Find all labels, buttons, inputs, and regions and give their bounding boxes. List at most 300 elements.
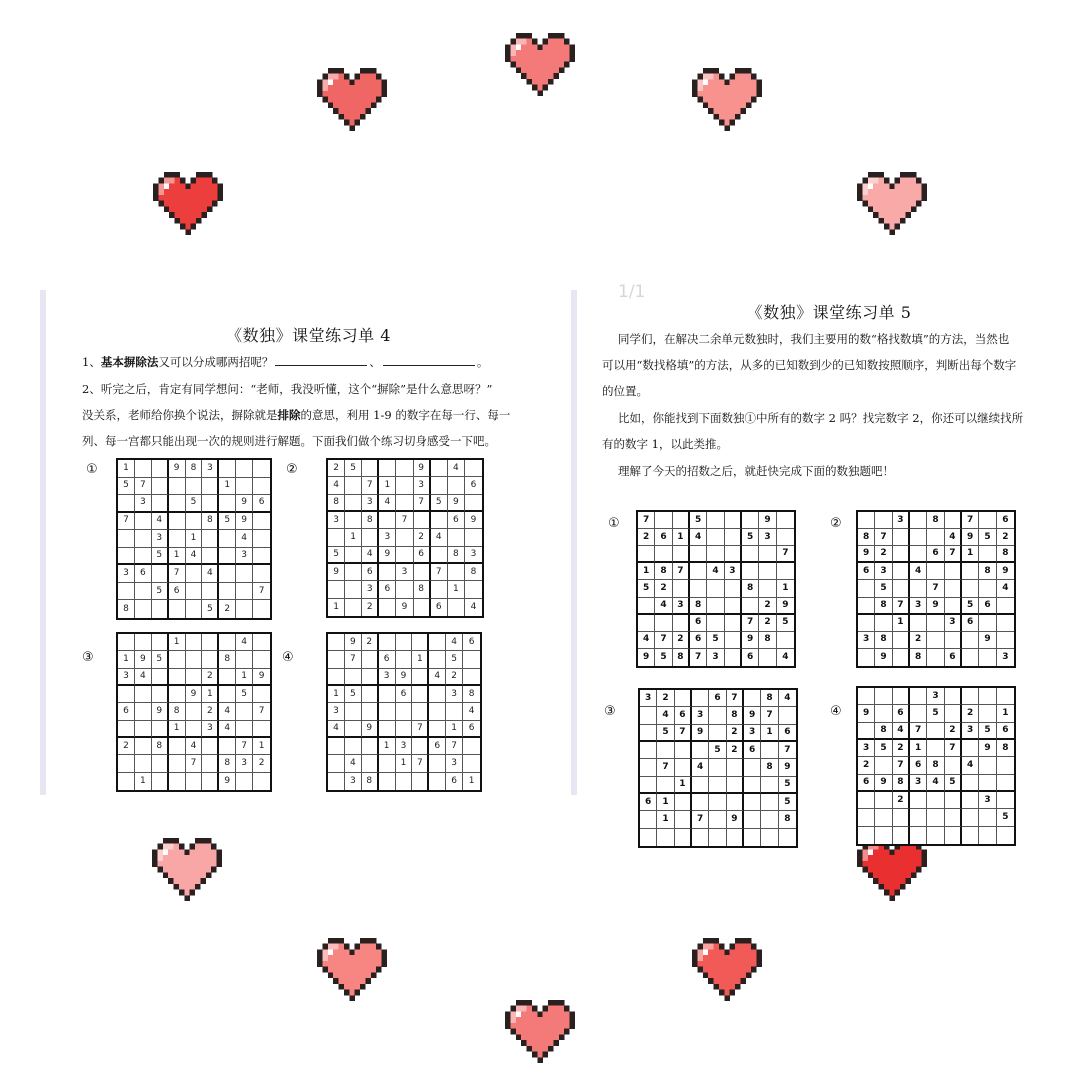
sudoku-cell[interactable] [118, 530, 135, 548]
sudoku-cell[interactable] [379, 721, 396, 738]
sudoku-cell[interactable]: 2 [858, 757, 875, 774]
sudoku-cell[interactable] [777, 563, 794, 580]
sudoku-cell[interactable] [742, 598, 759, 615]
sudoku-cell[interactable] [396, 703, 413, 720]
sudoku-cell[interactable] [962, 775, 979, 792]
sudoku-cell[interactable]: 2 [962, 705, 979, 722]
sudoku-cell[interactable]: 2 [362, 634, 379, 651]
sudoku-cell[interactable] [673, 512, 690, 529]
sudoku-cell[interactable] [690, 546, 707, 563]
sudoku-cell[interactable] [202, 495, 219, 513]
sudoku-cell[interactable]: 4 [152, 513, 169, 531]
sudoku-cell[interactable]: 4 [927, 775, 944, 792]
sudoku-cell[interactable]: 3 [446, 755, 463, 772]
sudoku-cell[interactable] [412, 773, 429, 790]
sudoku-cell[interactable] [379, 599, 396, 616]
sudoku-cell[interactable] [875, 809, 892, 826]
sudoku-cell[interactable]: 3 [362, 581, 379, 598]
sudoku-cell[interactable] [692, 742, 709, 759]
sudoku-cell[interactable] [945, 705, 962, 722]
sudoku-cell[interactable] [202, 548, 219, 566]
sudoku-cell[interactable]: 2 [893, 792, 910, 809]
sudoku-cell[interactable] [709, 707, 726, 724]
sudoku-cell[interactable]: 9 [858, 546, 875, 563]
sudoku-cell[interactable] [725, 649, 742, 666]
sudoku-cell[interactable]: 2 [893, 740, 910, 757]
sudoku-cell[interactable]: 9 [465, 512, 482, 529]
sudoku-cell[interactable] [135, 738, 152, 755]
sudoku-cell[interactable] [910, 546, 927, 563]
sudoku-cell[interactable]: 7 [118, 513, 135, 531]
sudoku-cell[interactable] [118, 755, 135, 772]
sudoku-cell[interactable]: 1 [396, 755, 413, 772]
sudoku-cell[interactable] [379, 773, 396, 790]
sudoku-cell[interactable]: 9 [979, 740, 996, 757]
sudoku-cell[interactable]: 6 [997, 723, 1014, 740]
sudoku-cell[interactable]: 8 [858, 529, 875, 546]
sudoku-cell[interactable]: 3 [446, 686, 463, 703]
sudoku-cell[interactable] [169, 738, 186, 755]
sudoku-cell[interactable] [186, 634, 203, 651]
sudoku-cell[interactable] [945, 757, 962, 774]
sudoku-cell[interactable]: 6 [893, 705, 910, 722]
sudoku-cell[interactable]: 9 [777, 598, 794, 615]
sudoku-cell[interactable] [186, 513, 203, 531]
sudoku-cell[interactable]: 1 [328, 686, 345, 703]
sudoku-cell[interactable] [744, 777, 761, 794]
sudoku-cell[interactable]: 1 [169, 721, 186, 738]
sudoku-cell[interactable] [448, 599, 465, 616]
sudoku-cell[interactable] [927, 632, 944, 649]
sudoku-cell[interactable]: 1 [468, 775, 475, 786]
sudoku-cell[interactable] [412, 669, 429, 686]
sudoku-cell[interactable] [910, 688, 927, 705]
sudoku-cell[interactable]: 4 [657, 707, 674, 724]
sudoku-cell[interactable]: 6 [169, 583, 186, 601]
sudoku-cell[interactable] [345, 512, 362, 529]
sudoku-cell[interactable] [910, 580, 927, 597]
sudoku-cell[interactable] [742, 512, 759, 529]
sudoku-cell[interactable] [979, 649, 996, 666]
sudoku-cell[interactable] [910, 809, 927, 826]
sudoku-cell[interactable] [979, 809, 996, 826]
sudoku-cell[interactable] [640, 742, 657, 759]
sudoku-cell[interactable] [997, 632, 1014, 649]
sudoku-cell[interactable]: 2 [655, 580, 672, 597]
sudoku-cell[interactable] [448, 564, 465, 581]
sudoku-cell[interactable]: 4 [219, 703, 236, 720]
sudoku-cell[interactable] [707, 546, 724, 563]
sudoku-cell[interactable]: 7 [675, 725, 692, 742]
sudoku-cell[interactable]: 3 [707, 649, 724, 666]
sudoku-cell[interactable] [893, 688, 910, 705]
sudoku-cell[interactable]: 3 [118, 565, 135, 583]
sudoku-cell[interactable]: 4 [692, 759, 709, 776]
sudoku-cell[interactable] [152, 565, 169, 583]
sudoku-cell[interactable]: 9 [186, 686, 203, 703]
sudoku-cell[interactable] [979, 546, 996, 563]
sudoku-cell[interactable]: 8 [759, 632, 776, 649]
sudoku-cell[interactable]: 7 [657, 759, 674, 776]
sudoku-cell[interactable]: 9 [779, 759, 796, 776]
sudoku-cell[interactable]: 3 [945, 615, 962, 632]
sudoku-cell[interactable]: 4 [655, 598, 672, 615]
sudoku-cell[interactable] [186, 583, 203, 601]
sudoku-cell[interactable] [997, 757, 1014, 774]
sudoku-cell[interactable] [118, 686, 135, 703]
sudoku-cell[interactable]: 6 [446, 773, 463, 790]
sudoku-cell[interactable]: 2 [673, 632, 690, 649]
sudoku-cell[interactable] [893, 649, 910, 666]
sudoku-cell[interactable] [152, 600, 169, 618]
sudoku-cell[interactable] [761, 742, 778, 759]
sudoku-cell[interactable]: 2 [875, 546, 892, 563]
sudoku-cell[interactable]: 9 [236, 513, 253, 531]
sudoku-cell[interactable] [962, 792, 979, 809]
sudoku-cell[interactable]: 1 [219, 478, 236, 496]
sudoku-cell[interactable]: 1 [169, 548, 186, 566]
sudoku-cell[interactable]: 6 [655, 529, 672, 546]
sudoku-cell[interactable]: 9 [875, 649, 892, 666]
sudoku-cell[interactable] [638, 546, 655, 563]
sudoku-cell[interactable]: 3 [725, 563, 742, 580]
sudoku-cell[interactable]: 6 [945, 649, 962, 666]
sudoku-cell[interactable] [169, 651, 186, 668]
sudoku-cell[interactable] [725, 546, 742, 563]
sudoku-cell[interactable]: 6 [431, 599, 448, 616]
sudoku-cell[interactable] [328, 755, 345, 772]
sudoku-cell[interactable] [465, 529, 482, 546]
sudoku-cell[interactable] [945, 598, 962, 615]
sudoku-cell[interactable]: 4 [379, 495, 396, 512]
sudoku-cell[interactable]: 1 [236, 669, 253, 686]
sudoku-cell[interactable] [219, 634, 236, 651]
sudoku-cell[interactable]: 8 [152, 738, 169, 755]
sudoku-cell[interactable] [675, 742, 692, 759]
sudoku-cell[interactable] [727, 777, 744, 794]
sudoku-cell[interactable]: 9 [997, 563, 1014, 580]
sudoku-cell[interactable] [692, 794, 709, 811]
sudoku-cell[interactable] [169, 530, 186, 548]
sudoku-cell[interactable]: 6 [135, 565, 152, 583]
sudoku-cell[interactable] [345, 564, 362, 581]
sudoku-cell[interactable]: 7 [777, 546, 794, 563]
sudoku-cell[interactable]: 6 [962, 615, 979, 632]
sudoku-cell[interactable] [202, 583, 219, 601]
sudoku-cell[interactable]: 5 [962, 598, 979, 615]
sudoku-cell[interactable] [692, 690, 709, 707]
sudoku-cell[interactable]: 5 [638, 580, 655, 597]
sudoku-cell[interactable]: 6 [465, 477, 482, 494]
sudoku-cell[interactable]: 3 [236, 548, 253, 566]
sudoku-cell[interactable]: 5 [979, 723, 996, 740]
sudoku-cell[interactable]: 9 [448, 495, 465, 512]
sudoku-cell[interactable] [396, 773, 413, 790]
sudoku-cell[interactable]: 7 [761, 707, 778, 724]
sudoku-cell[interactable] [396, 721, 413, 738]
sudoku-cell[interactable] [362, 755, 379, 772]
sudoku-cell[interactable]: 8 [727, 707, 744, 724]
sudoku-cell[interactable] [202, 651, 219, 668]
sudoku-cell[interactable] [135, 530, 152, 548]
sudoku-cell[interactable] [186, 600, 203, 618]
sudoku-cell[interactable]: 5 [655, 649, 672, 666]
sudoku-cell[interactable]: 3 [362, 495, 379, 512]
sudoku-cell[interactable]: 3 [910, 775, 927, 792]
sudoku-cell[interactable] [186, 703, 203, 720]
sudoku-cell[interactable]: 4 [219, 721, 236, 738]
sudoku-cell[interactable] [875, 688, 892, 705]
sudoku-cell[interactable]: 2 [638, 529, 655, 546]
sudoku-cell[interactable] [727, 759, 744, 776]
sudoku-cell[interactable] [727, 794, 744, 811]
sudoku-cell[interactable] [858, 598, 875, 615]
sudoku-cell[interactable]: 4 [470, 601, 477, 612]
sudoku-cell[interactable]: 1 [673, 529, 690, 546]
sudoku-cell[interactable] [927, 809, 944, 826]
sudoku-cell[interactable] [236, 773, 253, 790]
answer-blank[interactable] [383, 353, 475, 366]
sudoku-cell[interactable] [396, 529, 413, 546]
sudoku-cell[interactable] [979, 757, 996, 774]
sudoku-cell[interactable] [253, 460, 270, 478]
sudoku-cell[interactable] [657, 742, 674, 759]
sudoku-cell[interactable] [463, 669, 480, 686]
sudoku-cell[interactable]: 4 [945, 529, 962, 546]
sudoku-cell[interactable] [979, 705, 996, 722]
sudoku-cell[interactable] [875, 792, 892, 809]
sudoku-cell[interactable]: 9 [638, 649, 655, 666]
sudoku-cell[interactable]: 1 [893, 615, 910, 632]
sudoku-cell[interactable] [707, 580, 724, 597]
sudoku-cell[interactable] [979, 615, 996, 632]
sudoku-cell[interactable]: 5 [875, 580, 892, 597]
sudoku-cell[interactable]: 4 [446, 634, 463, 651]
sudoku-cell[interactable] [328, 738, 345, 755]
sudoku-cell[interactable] [927, 723, 944, 740]
sudoku-cell[interactable]: 4 [448, 460, 465, 477]
sudoku-cell[interactable]: 4 [893, 723, 910, 740]
sudoku-cell[interactable]: 7 [345, 651, 362, 668]
sudoku-cell[interactable] [379, 755, 396, 772]
sudoku-cell[interactable]: 4 [707, 563, 724, 580]
sudoku-cell[interactable] [655, 512, 672, 529]
sudoku-cell[interactable]: 5 [927, 705, 944, 722]
sudoku-cell[interactable]: 9 [135, 651, 152, 668]
sudoku-cell[interactable] [777, 529, 794, 546]
sudoku-cell[interactable] [186, 721, 203, 738]
sudoku-cell[interactable] [345, 703, 362, 720]
sudoku-cell[interactable]: 3 [135, 495, 152, 513]
sudoku-cell[interactable] [979, 512, 996, 529]
sudoku-cell[interactable]: 9 [396, 669, 413, 686]
sudoku-cell[interactable] [463, 651, 480, 668]
sudoku-cell[interactable] [219, 565, 236, 583]
sudoku-cell[interactable]: 7 [655, 632, 672, 649]
sudoku-cell[interactable]: 7 [446, 738, 463, 755]
sudoku-cell[interactable]: 6 [910, 757, 927, 774]
sudoku-cell[interactable]: 4 [135, 669, 152, 686]
sudoku-cell[interactable] [135, 721, 152, 738]
sudoku-cell[interactable] [236, 460, 253, 478]
sudoku-cell[interactable]: 5 [779, 794, 796, 811]
sudoku-cell[interactable] [396, 495, 413, 512]
sudoku-cell[interactable]: 8 [927, 757, 944, 774]
sudoku-cell[interactable]: 3 [345, 773, 362, 790]
sudoku-cell[interactable]: 8 [202, 513, 219, 531]
sudoku-cell[interactable] [186, 773, 203, 790]
sudoku-cell[interactable] [655, 615, 672, 632]
sudoku-cell[interactable]: 2 [997, 529, 1014, 546]
sudoku-cell[interactable] [236, 721, 253, 738]
sudoku-cell[interactable] [202, 773, 219, 790]
sudoku-cell[interactable]: 1 [135, 773, 152, 790]
sudoku-cell[interactable]: 6 [463, 634, 480, 651]
sudoku-cell[interactable]: 3 [152, 530, 169, 548]
sudoku-cell[interactable] [253, 478, 270, 496]
sudoku-cell[interactable]: 3 [927, 688, 944, 705]
sudoku-cell[interactable] [379, 564, 396, 581]
sudoku-cell[interactable] [893, 529, 910, 546]
sudoku-cell[interactable] [945, 512, 962, 529]
sudoku-cell[interactable]: 8 [875, 632, 892, 649]
sudoku-cell[interactable]: 4 [690, 529, 707, 546]
sudoku-cell[interactable]: 5 [777, 615, 794, 632]
sudoku-cell[interactable]: 1 [657, 811, 674, 828]
sudoku-cell[interactable] [253, 686, 270, 703]
sudoku-cell[interactable]: 3 [858, 740, 875, 757]
sudoku-cell[interactable]: 3 [979, 792, 996, 809]
sudoku-cell[interactable]: 5 [152, 583, 169, 601]
sudoku-cell[interactable] [744, 811, 761, 828]
sudoku-cell[interactable] [858, 723, 875, 740]
sudoku-cell[interactable] [362, 460, 379, 477]
sudoku-cell[interactable]: 3 [236, 755, 253, 772]
sudoku-cell[interactable] [186, 669, 203, 686]
sudoku-cell[interactable]: 4 [362, 547, 379, 564]
sudoku-cell[interactable] [253, 651, 270, 668]
sudoku-cell[interactable] [186, 651, 203, 668]
sudoku-cell[interactable]: 1 [910, 740, 927, 757]
sudoku-cell[interactable] [962, 809, 979, 826]
sudoku-cell[interactable]: 8 [927, 512, 944, 529]
sudoku-cell[interactable] [927, 649, 944, 666]
sudoku-cell[interactable] [962, 632, 979, 649]
sudoku-cell[interactable] [945, 827, 962, 844]
sudoku-cell[interactable]: 3 [893, 512, 910, 529]
sudoku-cell[interactable]: 1 [186, 530, 203, 548]
sudoku-cell[interactable] [253, 634, 270, 651]
sudoku-cell[interactable]: 4 [186, 548, 203, 566]
sudoku-cell[interactable]: 9 [979, 632, 996, 649]
sudoku-cell[interactable] [135, 583, 152, 601]
sudoku-cell[interactable] [673, 580, 690, 597]
sudoku-cell[interactable] [465, 495, 482, 512]
sudoku-cell[interactable] [169, 755, 186, 772]
sudoku-cell[interactable] [858, 580, 875, 597]
sudoku-cell[interactable]: 4 [328, 721, 345, 738]
sudoku-cell[interactable] [328, 634, 345, 651]
sudoku-cell[interactable]: 2 [219, 600, 236, 618]
sudoku-cell[interactable]: 4 [186, 738, 203, 755]
sudoku-cell[interactable]: 2 [945, 723, 962, 740]
sudoku-cell[interactable]: 1 [448, 581, 465, 598]
sudoku-cell[interactable]: 7 [893, 598, 910, 615]
sudoku-cell[interactable] [673, 546, 690, 563]
sudoku-cell[interactable]: 2 [727, 742, 744, 759]
sudoku-cell[interactable]: 5 [690, 512, 707, 529]
sudoku-cell[interactable] [396, 460, 413, 477]
sudoku-cell[interactable]: 3 [673, 598, 690, 615]
sudoku-cell[interactable]: 9 [744, 707, 761, 724]
sudoku-cell[interactable]: 6 [979, 598, 996, 615]
sudoku-cell[interactable]: 1 [412, 651, 429, 668]
sudoku-cell[interactable] [640, 777, 657, 794]
sudoku-cell[interactable]: 6 [858, 563, 875, 580]
sudoku-cell[interactable]: 7 [431, 564, 448, 581]
sudoku-cell[interactable] [253, 773, 270, 790]
sudoku-cell[interactable]: 3 [396, 738, 413, 755]
sudoku-cell[interactable]: 8 [979, 563, 996, 580]
sudoku-cell[interactable] [429, 773, 446, 790]
sudoku-cell[interactable] [414, 599, 431, 616]
sudoku-cell[interactable]: 5 [328, 547, 345, 564]
sudoku-cell[interactable] [345, 738, 362, 755]
sudoku-cell[interactable]: 8 [465, 564, 482, 581]
sudoku-cell[interactable]: 8 [997, 546, 1014, 563]
sudoku-cell[interactable] [379, 460, 396, 477]
sudoku-cell[interactable] [219, 495, 236, 513]
sudoku-cell[interactable]: 7 [910, 723, 927, 740]
sudoku-cell[interactable] [152, 755, 169, 772]
sudoku-cell[interactable] [893, 546, 910, 563]
sudoku-cell[interactable] [638, 615, 655, 632]
sudoku-cell[interactable] [893, 809, 910, 826]
sudoku-cell[interactable]: 8 [414, 581, 431, 598]
sudoku-cell[interactable]: 3 [858, 632, 875, 649]
sudoku-cell[interactable] [707, 598, 724, 615]
sudoku-cell[interactable]: 2 [202, 669, 219, 686]
sudoku-cell[interactable]: 6 [379, 581, 396, 598]
sudoku-cell[interactable] [759, 649, 776, 666]
sudoku-cell[interactable] [655, 546, 672, 563]
sudoku-cell[interactable]: 9 [742, 632, 759, 649]
sudoku-cell[interactable] [465, 581, 482, 598]
sudoku-cell[interactable] [345, 721, 362, 738]
sudoku-cell[interactable] [875, 512, 892, 529]
sudoku-cell[interactable] [328, 581, 345, 598]
sudoku-cell[interactable]: 1 [202, 686, 219, 703]
sudoku-cell[interactable]: 7 [727, 690, 744, 707]
sudoku-cell[interactable]: 4 [962, 757, 979, 774]
sudoku-cell[interactable] [169, 513, 186, 531]
sudoku-cell[interactable]: 5 [707, 632, 724, 649]
sudoku-cell[interactable] [362, 529, 379, 546]
sudoku-cell[interactable]: 6 [118, 703, 135, 720]
sudoku-cell[interactable] [169, 495, 186, 513]
sudoku-cell[interactable] [236, 703, 253, 720]
sudoku-cell[interactable] [429, 755, 446, 772]
sudoku-cell[interactable]: 8 [362, 773, 379, 790]
sudoku-cell[interactable]: 9 [875, 775, 892, 792]
sudoku-cell[interactable]: 6 [379, 651, 396, 668]
sudoku-cell[interactable]: 4 [782, 651, 789, 662]
sudoku-cell[interactable]: 4 [202, 565, 219, 583]
sudoku-cell[interactable] [875, 705, 892, 722]
answer-blank[interactable] [275, 353, 367, 366]
sudoku-cell[interactable] [725, 598, 742, 615]
sudoku-cell[interactable] [253, 565, 270, 583]
